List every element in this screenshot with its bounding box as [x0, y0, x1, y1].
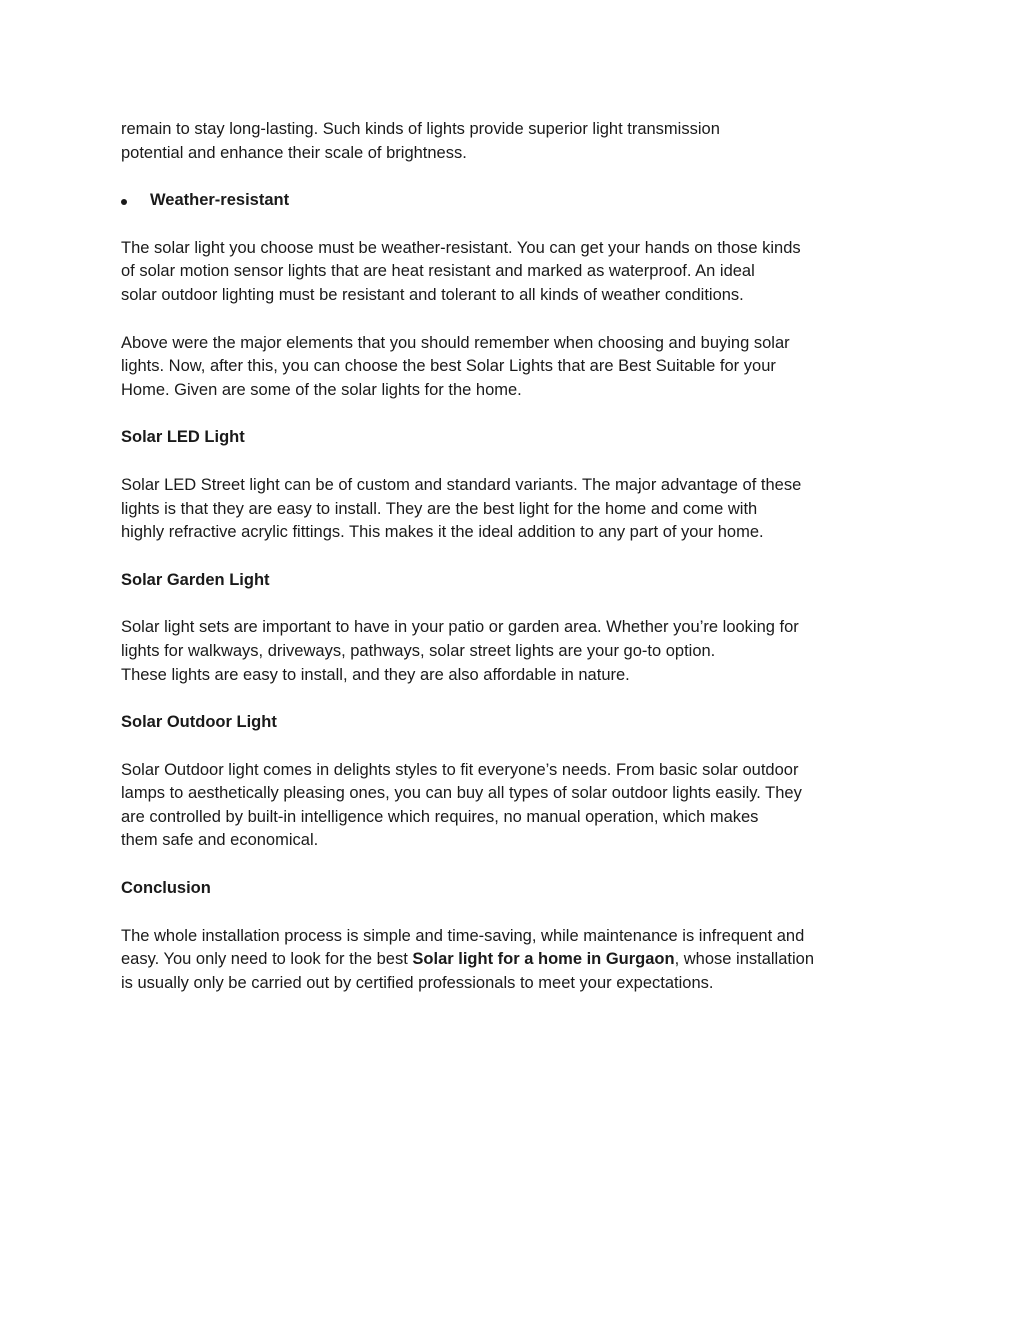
inline-text: easy. You only need to look for the best	[121, 950, 413, 969]
outdoor-paragraph	[121, 759, 891, 853]
keyword-link-text: Solar light for a home in Gurgaon	[412, 950, 675, 969]
paragraph-line: Home. Given are some of the solar lights for the home.	[121, 380, 522, 399]
section-heading-led: Solar LED Light	[121, 428, 245, 447]
paragraph-line: remain to stay long-lasting. Such kinds of lights provide superior light transmission	[121, 120, 720, 138]
led-paragraph	[121, 474, 891, 545]
section-heading-conclusion: Conclusion	[121, 879, 211, 898]
paragraph-line: The whole installation process is simple and time-saving, while maintenance is infrequent and	[121, 926, 805, 945]
section-heading-outdoor: Solar Outdoor Light	[121, 713, 277, 732]
document-page	[121, 118, 891, 1019]
paragraph-line: Above were the major elements that you should remember when choosing and buying solar	[121, 333, 790, 352]
paragraph-line: lights. Now, after this, you can choose the best Solar Lights that are Best Suitable for your	[121, 357, 776, 376]
weather-paragraph	[121, 237, 891, 308]
paragraph-line: are controlled by built-in intelligence which requires, no manual operation, which makes	[121, 807, 759, 826]
paragraph-line: Solar light sets are important to have in your patio or garden area. Whether you’re looking for	[121, 618, 799, 637]
paragraph-line: is usually only be carried out by certified professionals to meet your expectations.	[121, 973, 714, 992]
summary-paragraph	[121, 332, 891, 403]
conclusion-paragraph	[121, 925, 891, 996]
paragraph-line: lamps to aesthetically pleasing ones, you can buy all types of solar outdoor lights easily. They	[121, 784, 802, 803]
paragraph-line: Solar LED Street light can be of custom and standard variants. The major advantage of these	[121, 475, 802, 494]
paragraph-line	[121, 948, 891, 972]
inline-text: , whose installation	[674, 950, 815, 969]
bullet-label: Weather-resistant	[150, 191, 290, 210]
garden-paragraph	[121, 616, 891, 687]
paragraph-line: highly refractive acrylic fittings. This makes it the ideal addition to any part of your home.	[121, 523, 764, 542]
intro-paragraph	[121, 118, 891, 165]
paragraph-line: The solar light you choose must be weather-resistant. You can get your hands on those kinds	[121, 238, 801, 257]
bullet-icon	[121, 199, 127, 205]
paragraph-line: lights for walkways, driveways, pathways, solar street lights are your go-to option.	[121, 641, 716, 660]
paragraph-line: potential and enhance their scale of brightness.	[121, 143, 467, 162]
paragraph-line: of solar motion sensor lights that are heat resistant and marked as waterproof. An ideal	[121, 262, 755, 281]
paragraph-line: Solar Outdoor light comes in delights styles to fit everyone’s needs. From basic solar outdoor	[121, 760, 799, 779]
paragraph-line: lights is that they are easy to install. They are the best light for the home and come with	[121, 499, 758, 518]
paragraph-line: solar outdoor lighting must be resistant and tolerant to all kinds of weather conditions.	[121, 285, 744, 304]
paragraph-line: them safe and economical.	[121, 831, 319, 850]
bullet-item-weather-resistant	[121, 189, 891, 213]
section-heading-garden: Solar Garden Light	[121, 570, 270, 589]
paragraph-line: These lights are easy to install, and they are also affordable in nature.	[121, 665, 630, 684]
